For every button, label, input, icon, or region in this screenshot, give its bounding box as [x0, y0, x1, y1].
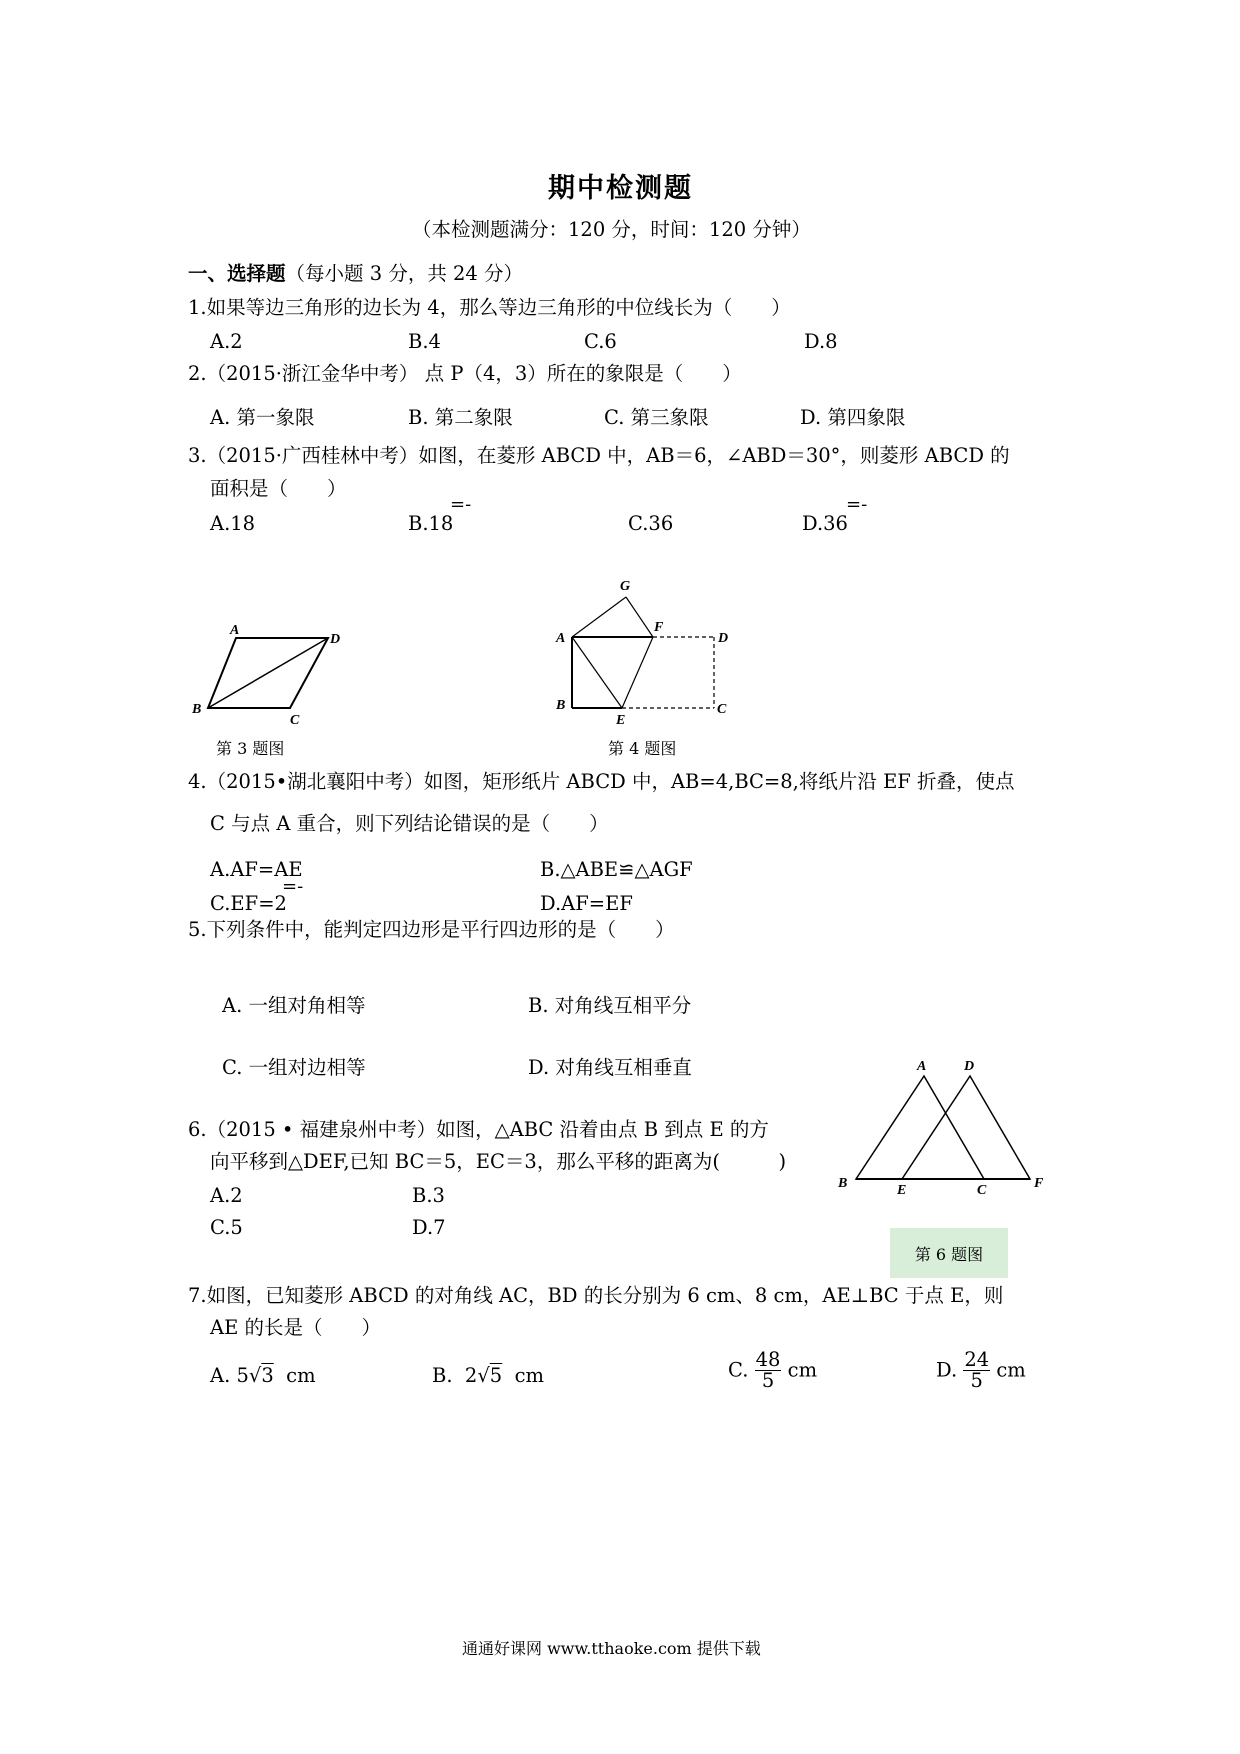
q1-option-b: B.4: [408, 330, 441, 353]
sqrt-symbol: √: [248, 1364, 262, 1387]
question-4-line1: 4.（2015•湖北襄阳中考）如图，矩形纸片 ABCD 中，AB=4,BC=8,将纸片沿 EF 折叠，使点: [188, 770, 1015, 793]
vertex-e: E: [897, 1183, 907, 1198]
fraction: [963, 1350, 990, 1392]
vertex-g: G: [620, 579, 631, 594]
broken-radical-glyph: =-: [282, 876, 304, 897]
q7-option-d-label: D.: [936, 1358, 958, 1382]
figure-6-caption: 第 6 题图: [890, 1228, 1008, 1278]
denominator: 5: [970, 1369, 983, 1393]
denominator: 5: [761, 1369, 775, 1393]
vertex-c: C: [290, 713, 300, 728]
segment-ef: [622, 637, 653, 708]
triangle-abc: [856, 1076, 984, 1179]
q4-option-b: B.△ABE≌△AGF: [540, 858, 693, 881]
question-5-stem: 5.下列条件中，能判定四边形是平行四边形的是（ ）: [188, 918, 675, 941]
vertex-b: B: [556, 698, 566, 713]
q6-option-d: D.7: [412, 1216, 446, 1239]
vertex-d: D: [718, 631, 729, 646]
question-7-line2: AE 的长是（ ）: [210, 1316, 382, 1339]
q5-option-c: C. 一组对边相等: [222, 1056, 366, 1079]
q4-option-a: A.AF=AE: [210, 858, 303, 881]
question-6-line2: 向平移到△DEF,已知 BC＝5，EC＝3，那么平移的距离为( ): [210, 1150, 787, 1173]
q7-option-c-label: C.: [728, 1358, 749, 1382]
q7-option-a: [210, 1364, 316, 1387]
figure-4-caption: 第 4 题图: [608, 739, 677, 758]
q3-option-c: C.36: [628, 512, 674, 535]
section-label: 一、选择题: [188, 262, 286, 285]
vertex-b: B: [192, 702, 202, 717]
q7-option-b-radicand: 5: [489, 1364, 503, 1387]
q5-option-a: A. 一组对角相等: [222, 994, 366, 1017]
vertex-e: E: [616, 713, 626, 728]
q1-option-a: A.2: [210, 330, 243, 353]
q7-option-a-unit: cm: [286, 1364, 316, 1387]
q7-option-c-unit: cm: [787, 1358, 818, 1382]
vertex-a: A: [230, 623, 240, 638]
page-footer: 通通好课网 www.tthaoke.com 提供下载: [462, 1639, 761, 1658]
q7-option-a-radicand: 3: [261, 1364, 274, 1387]
q3-option-b: B.18: [408, 512, 454, 535]
vertex-b: B: [838, 1176, 848, 1191]
q4-option-d: D.AF=EF: [540, 892, 633, 915]
vertex-d: D: [964, 1059, 975, 1074]
segment-gf: [626, 597, 653, 637]
vertex-c: C: [977, 1183, 987, 1198]
q3-option-a: A.18: [210, 512, 256, 535]
q7-option-a-label: A. 5: [210, 1364, 249, 1387]
question-3-line2: 面积是（ ）: [210, 477, 347, 500]
vertex-a: A: [556, 631, 566, 646]
q1-option-d: D.8: [804, 330, 838, 353]
question-3-line1: 3.（2015·广西桂林中考）如图，在菱形 ABCD 中，AB＝6，∠ABD＝30°，则菱形 ABCD 的: [188, 444, 1010, 467]
vertex-a: A: [917, 1059, 927, 1074]
sqrt-symbol: √: [477, 1364, 490, 1387]
figure-3-rhombus: [190, 620, 350, 730]
broken-radical-glyph: =-: [846, 494, 868, 515]
q3-option-d: D.36: [802, 512, 848, 535]
question-1-stem: 1.如果等边三角形的边长为 4，那么等边三角形的中位线长为（ ）: [188, 296, 791, 319]
numerator: 24: [964, 1348, 990, 1371]
q7-option-d-unit: cm: [996, 1358, 1026, 1382]
q2-option-b: B. 第二象限: [408, 406, 513, 429]
section-note: （每小题 3 分，共 24 分）: [285, 262, 524, 285]
segment-ag: [572, 597, 626, 637]
fraction: [755, 1350, 782, 1392]
q5-option-b: B. 对角线互相平分: [528, 994, 692, 1017]
q6-option-a: A.2: [210, 1184, 243, 1207]
segment-ae: [572, 637, 622, 708]
q7-option-d: [936, 1350, 1026, 1392]
q7-option-b: [432, 1364, 544, 1387]
q6-option-b: B.3: [412, 1184, 445, 1207]
vertex-f: F: [1034, 1176, 1044, 1191]
q1-option-c: C.6: [584, 330, 617, 353]
figure-4-folded-rectangle: [550, 572, 740, 732]
vertex-c: C: [717, 702, 727, 717]
q7-option-b-unit: cm: [514, 1364, 545, 1387]
q6-option-c: C.5: [210, 1216, 243, 1239]
broken-radical-glyph: =-: [450, 494, 472, 515]
triangle-def: [902, 1076, 1030, 1179]
q7-option-b-label: B. 2: [432, 1364, 478, 1387]
q4-option-c: C.EF=2: [210, 892, 287, 915]
figure-6-translated-triangles: [826, 1052, 1054, 1200]
page-subtitle: （本检测题满分：120 分，时间：120 分钟）: [412, 218, 811, 241]
section-header: [188, 262, 523, 285]
question-6-line1: 6.（2015 • 福建泉州中考）如图，△ABC 沿着由点 B 到点 E 的方: [188, 1118, 769, 1141]
page-title: 期中检测题: [548, 173, 693, 204]
figure-3-caption: 第 3 题图: [216, 739, 285, 758]
question-7-line1: 7.如图，已知菱形 ABCD 的对角线 AC，BD 的长分别为 6 cm、8 cm，AE⊥BC 于点 E，则: [188, 1284, 1004, 1307]
question-2-stem: 2.（2015·浙江金华中考） 点 P（4，3）所在的象限是（ ）: [188, 362, 742, 385]
q2-option-a: A. 第一象限: [210, 406, 315, 429]
q2-option-c: C. 第三象限: [604, 406, 709, 429]
vertex-f: F: [654, 620, 664, 635]
numerator: 48: [755, 1348, 781, 1371]
q2-option-d: D. 第四象限: [800, 406, 906, 429]
q5-option-d: D. 对角线互相垂直: [528, 1056, 692, 1079]
vertex-d: D: [330, 632, 341, 647]
q7-option-c: [728, 1350, 817, 1392]
question-4-line2: C 与点 A 重合，则下列结论错误的是（ ）: [210, 812, 609, 835]
